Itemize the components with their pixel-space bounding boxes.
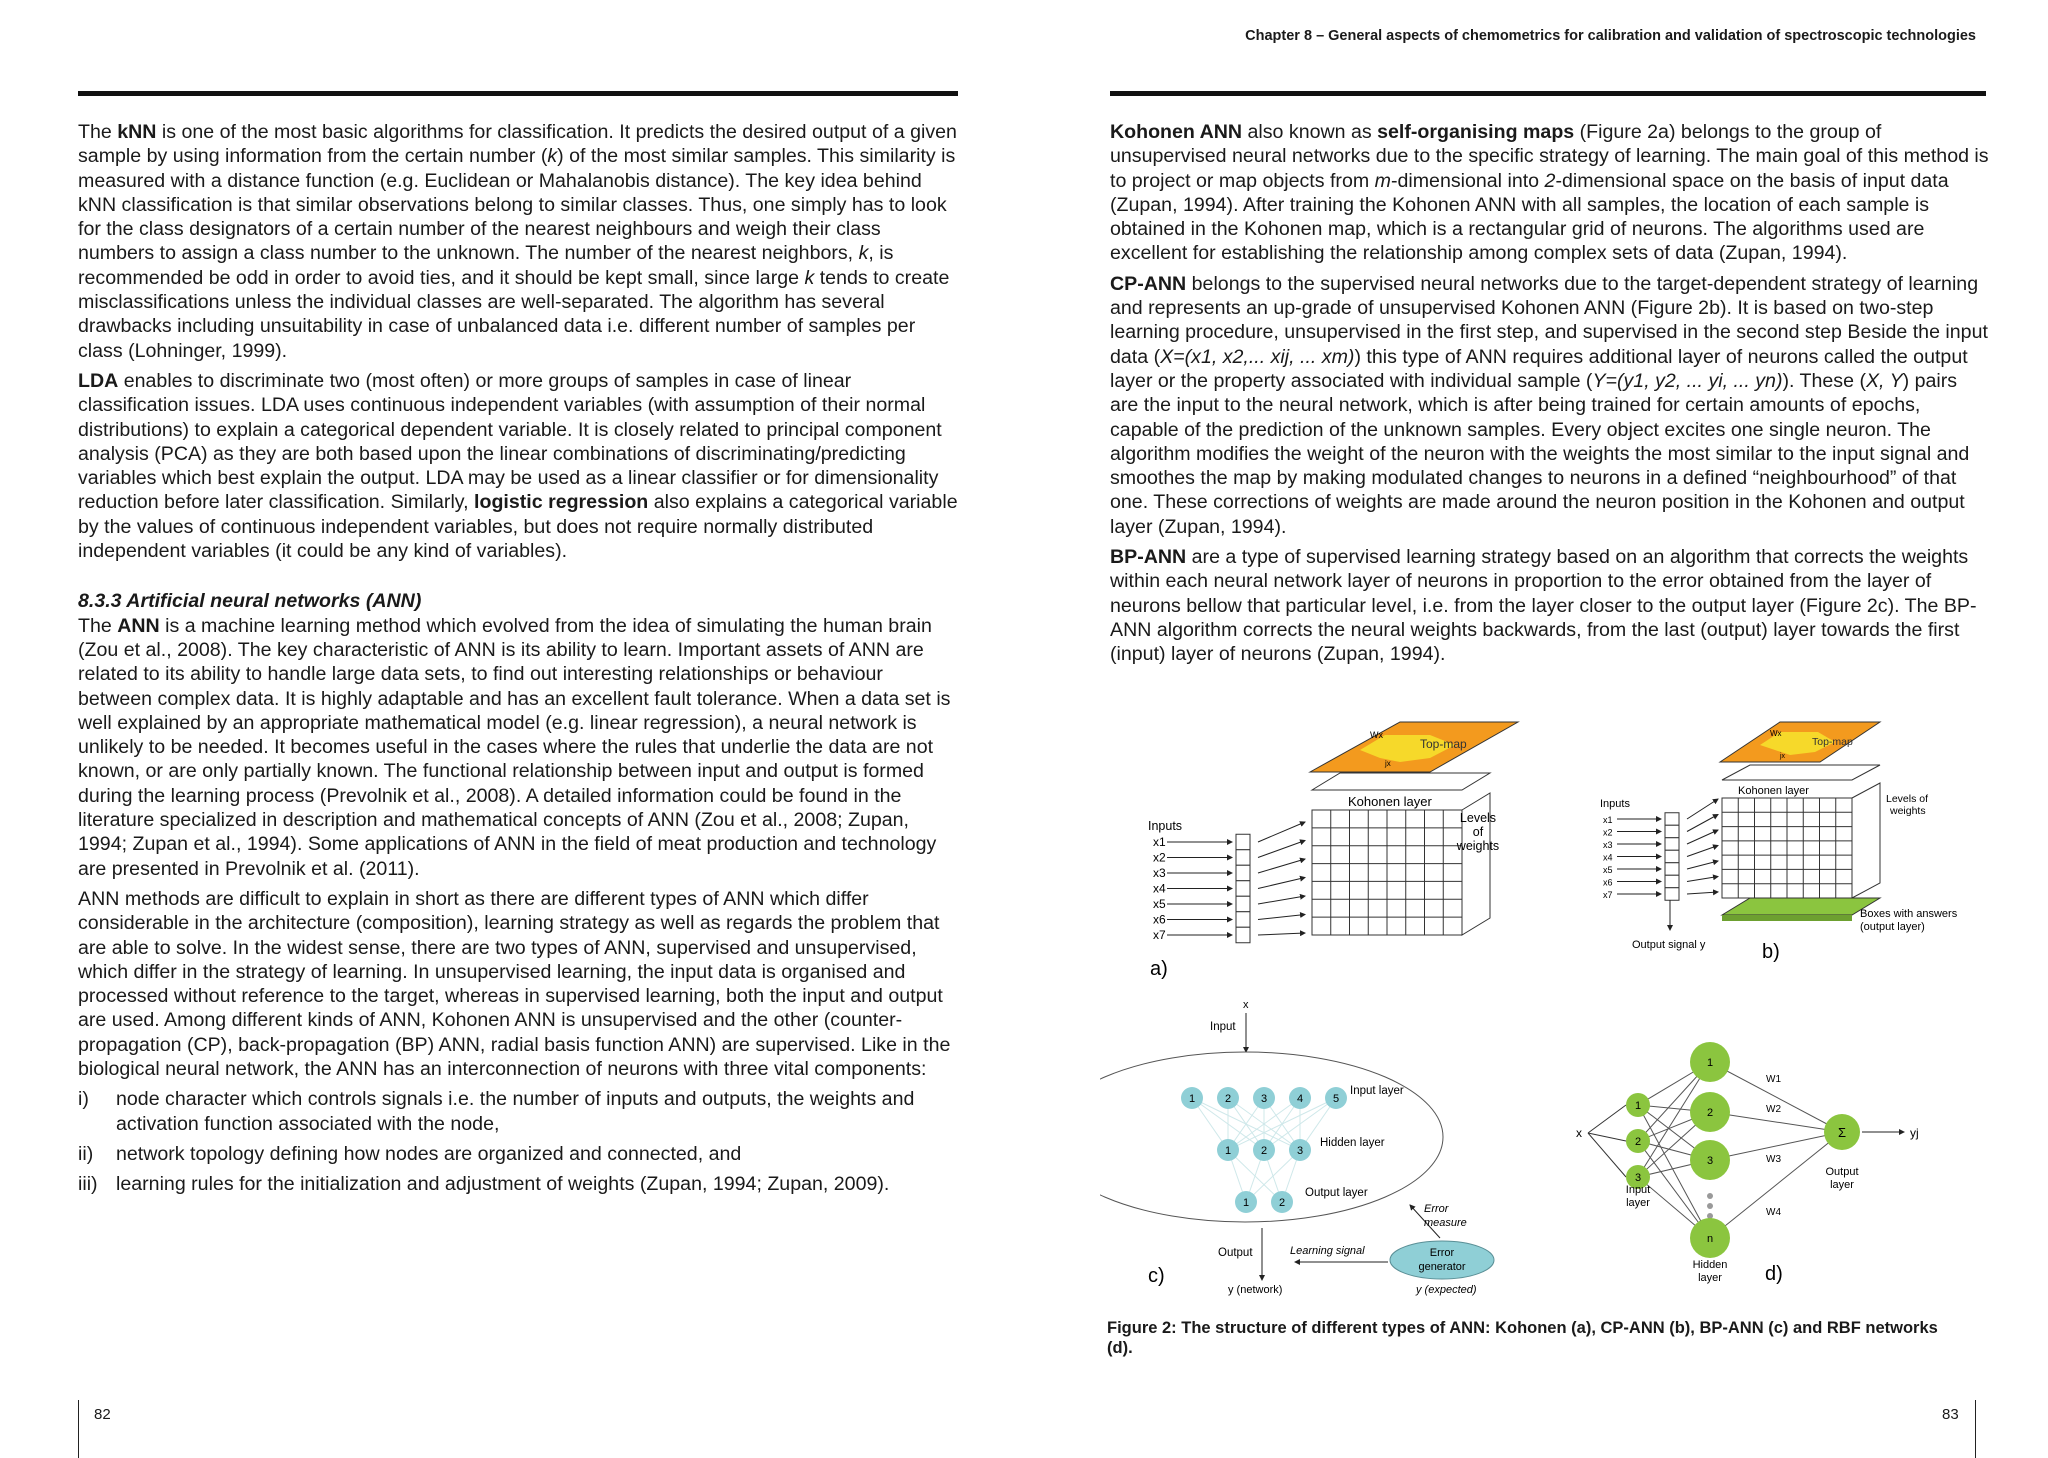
rbf-diagram [1576, 1042, 1919, 1285]
input-label: x3 [1153, 866, 1166, 880]
svg-text:1: 1 [1706, 1057, 1714, 1069]
svg-text:Error: Error [1429, 1247, 1455, 1259]
ann-paragraph: The ANN is a machine learning method which evolved from the idea of simulating the human brain (Zou et al., 2008). The key characteristic of ANN is its ability to learn. Important assets of ANN are related to its ability to handle large data sets, to find out interesting relationships or behaviour between complex data. It is highly adaptable and has an excellent fault tolerance. When a data set is well explained by an appropriate mathematical model (e.g. linear regression), a neural network is unlikely to be needed. It becomes useful in the cases where the rules that underlie the data are not known, or are only partially known. The functional relationship between input and output is formed during the learning process (Prevolnik et al., 2008). A detailed information could be found in the literature specialized in description and mathematical concepts of ANN (Zou et al., 2008; Zupan, 1994; Zupan et al., 1994). Some applications of ANN in the field of meat production and technology are presented in Prevolnik et al. (2011). [78, 614, 951, 880]
input-label: x7 [1603, 890, 1613, 900]
lda-paragraph: LDA enables to discriminate two (most often) or more groups of samples in case of linear classification issues. LDA uses continuous independent variables (with assumption of their normal distributions) to explain a categorical dependent variable. It is closely related to principal component analysis (PCA) as they are both based upon the linear combinations of discriminating/predicting variables which best explain the output. LDA may be used as a linear classifier or for dimensionality reduction before later classification. Similarly, logistic regression also explains a categorical variable by the values of continuous independent variables, but does not require normally distributed independent variables (it could be any kind of variables). [78, 369, 958, 563]
panel-a-label: a) [1150, 958, 1168, 980]
svg-text:y (expected): y (expected) [1416, 1284, 1477, 1296]
svg-text:generator: generator [1418, 1261, 1466, 1273]
left-column [78, 120, 962, 1202]
svg-text:Error: Error [1424, 1203, 1449, 1215]
input-label: x5 [1153, 897, 1166, 911]
svg-text:y (network): y (network) [1228, 1284, 1283, 1296]
bp-ann-paragraph: BP-ANN are a type of supervised learning strategy based on an algorithm that corrects the weights within each neural network layer of neurons in proportion to the error obtained from the layer of neurons bellow that particular level, i.e. from the layer closer to the output layer (Figure 2c). The BP-ANN algorithm corrects the neural weights backwards, from the last (output) layer towards the first (input) layer of neurons (Zupan, 1994). [1110, 546, 1977, 666]
svg-text:(output layer): (output layer) [1860, 921, 1925, 933]
input-label: x4 [1603, 852, 1613, 863]
svg-text:2: 2 [1706, 1107, 1714, 1119]
left-margin-line [78, 1400, 79, 1458]
svg-text:Output: Output [1825, 1166, 1859, 1178]
svg-text:2: 2 [1260, 1145, 1268, 1157]
svg-text:Boxes with answers: Boxes with answers [1860, 908, 1958, 920]
left-top-rule [78, 91, 958, 96]
svg-text:Levels of: Levels of [1886, 793, 1929, 805]
svg-text:3: 3 [1260, 1093, 1268, 1105]
ann-figure [1100, 700, 2000, 1310]
svg-text:Learning signal: Learning signal [1290, 1245, 1365, 1257]
svg-text:measure: measure [1424, 1217, 1467, 1229]
svg-text:1: 1 [1224, 1145, 1232, 1157]
svg-text:n: n [1706, 1233, 1714, 1245]
svg-text:4: 4 [1296, 1093, 1304, 1105]
kohonen-diagram [1148, 722, 1518, 980]
page-number-left: 82 [94, 1406, 111, 1423]
svg-text:3: 3 [1706, 1155, 1714, 1167]
svg-text:Top-map: Top-map [1812, 736, 1853, 748]
chapter-header: Chapter 8 – General aspects of chemometrics for calibration and validation of spectroscopic technologies [1245, 28, 1976, 44]
svg-text:Levels: Levels [1459, 811, 1497, 825]
top-map-label: Top-map [1420, 737, 1467, 751]
output-layer-box [1722, 898, 1880, 915]
svg-text:Input: Input [1210, 1021, 1236, 1033]
svg-text:layer: layer [1698, 1272, 1722, 1284]
svg-text:Kohonen layer: Kohonen layer [1738, 785, 1809, 797]
cp-ann-paragraph: CP-ANN belongs to the supervised neural networks due to the target-dependent strategy of learning and represents an up-grade of unsupervised Kohonen ANN (Figure 2b). It is based on two-step learning procedure, unsupervised in the first step, and supervised in the second step Beside the input data (X=(x1, x2,... xij, ... xm)) this type of ANN requires additional layer of neurons called the output layer or the property associated with individual sample (Y=(y1, y2, ... yi, ... yn)). These (X, Y) pairs are the input to the neural network, which is after being trained for certain amounts of epochs, capable of the prediction of the unknown samples. Every object excites one single neuron. The algorithm modifies the weight of the neuron with the weights the most similar to the input signal and smoothes the map by making modulated changes to neurons in a defined “neighbourhood” of that one. These corrections of weights are made around the neuron position in the Kohonen and output layer (Zupan, 1994). [1110, 272, 1988, 538]
right-column [1110, 120, 1990, 673]
svg-text:jx: jx [1385, 759, 1391, 768]
inputs-label: Inputs [1148, 819, 1183, 833]
svg-text:5: 5 [1332, 1093, 1340, 1105]
weight-label: W4 [1766, 1207, 1781, 1218]
knn-paragraph: The kNN is one of the most basic algorithms for classification. It predicts the desired output of a given sample by using information from the certain number (k) of the most similar samples. This similarity is measured with a distance function (e.g. Euclidean or Mahalanobis distance). The key idea behind kNN classification is that similar observations belong to similar classes. Thus, one simply has to look for the class designators of a certain number of the nearest neighbours and weigh their class numbers to assign a class number to the unknown. The number of the nearest neighbors, k, is recommended be odd in order to avoid ties, and it should be kept small, since large k tends to create misclassifications unless the individual classes are well-separated. The algorithm has several drawbacks including unsuitability in case of unbalanced data i.e. different number of samples per class (Lohninger, 1999). [78, 121, 957, 362]
input-label: x5 [1603, 865, 1613, 875]
svg-text:1: 1 [1188, 1093, 1196, 1105]
kohonen-layer-label: Kohonen layer [1348, 794, 1432, 809]
right-top-rule [1110, 91, 1986, 96]
weight-label: W1 [1766, 1074, 1781, 1085]
page-number-right: 83 [1942, 1406, 1959, 1423]
figure-caption: Figure 2: The structure of different types of ANN: Kohonen (a), CP-ANN (b), BP-ANN (c) and RBF networks (d). [1107, 1319, 1938, 1357]
svg-text:2: 2 [1224, 1093, 1232, 1105]
svg-text:3: 3 [1634, 1172, 1642, 1184]
svg-text:Hidden: Hidden [1692, 1259, 1728, 1271]
svg-text:Wx: Wx [1370, 730, 1383, 740]
svg-text:3: 3 [1296, 1145, 1304, 1157]
input-label: x4 [1153, 881, 1166, 896]
svg-text:Input layer: Input layer [1350, 1085, 1404, 1097]
yj-label: yj [1910, 1126, 1919, 1140]
list-item: i) node character which controls signals i.e. the number of inputs and outputs, the weights and activation function associated with the node, [78, 1088, 915, 1135]
svg-text:Hidden layer: Hidden layer [1320, 1137, 1385, 1149]
svg-text:Output: Output [1218, 1247, 1253, 1259]
svg-text:x: x [1243, 999, 1249, 1011]
right-margin-line [1975, 1400, 1976, 1458]
panel-c-label: c) [1148, 1265, 1165, 1287]
cp-ann-diagram [1600, 722, 1958, 963]
svg-text:jx: jx [1780, 753, 1786, 760]
kohonen-paragraph: Kohonen ANN also known as self-organising maps (Figure 2a) belongs to the group of unsupervised neural networks due to the specific strategy of learning. The main goal of this method is to project or map objects from m-dimensional into 2-dimensional space on the basis of input data (Zupan, 1994). After training the Kohonen ANN with all samples, the location of each sample is obtained in the Kohonen map, which is a rectangular grid of neurons. The algorithms used are excellent for establishing the relationship among complex sets of data (Zupan, 1994). [1110, 121, 1989, 265]
weight-label: W2 [1766, 1104, 1781, 1115]
list-item: ii) network topology defining how nodes are organized and connected, and [78, 1142, 742, 1165]
svg-text:Wx: Wx [1770, 729, 1782, 738]
input-label: x2 [1153, 850, 1166, 865]
svg-text:Output layer: Output layer [1305, 1187, 1368, 1199]
input-label: x6 [1603, 877, 1613, 888]
svg-text:layer: layer [1830, 1179, 1854, 1191]
svg-text:Inputs: Inputs [1600, 798, 1630, 810]
panel-b-label: b) [1762, 941, 1780, 963]
svg-text:Output signal y: Output signal y [1632, 939, 1706, 951]
weight-label: W3 [1766, 1154, 1781, 1165]
svg-text:1: 1 [1634, 1100, 1642, 1112]
input-label: x1 [1153, 835, 1166, 849]
svg-text:1: 1 [1242, 1197, 1250, 1209]
list-item: iii) learning rules for the initialization and adjustment of weights (Zupan, 1994; Zupan, 2009). [78, 1173, 890, 1196]
svg-text:2: 2 [1634, 1136, 1642, 1148]
ann-methods-paragraph: ANN methods are difficult to explain in short as there are different types of ANN which differ considerable in the architecture (composition), learning strategy as well as regards the problem that are able to solve. In the widest sense, there are two types of ANN, supervised and unsupervised, which differ in the strategy of learning. In unsupervised learning, the input data is organised and processed without reference to the target, whereas in supervised learning, both the input and output are used. Among different kinds of ANN, Kohonen ANN is unsupervised and the other (counter-propagation (CP), back-propagation (BP) ANN, radial basis function ANN) are supervised. Like in the biological neural network, the ANN has an interconnection of neurons with three vital components: [78, 887, 951, 1080]
section-heading: 8.3.3 Artificial neural networks (ANN) [78, 590, 422, 613]
bp-ann-diagram [1100, 999, 1494, 1296]
input-label: x7 [1153, 928, 1166, 942]
panel-d-label: d) [1765, 1263, 1783, 1285]
svg-text:weights: weights [1890, 805, 1926, 817]
svg-text:Input: Input [1625, 1184, 1651, 1196]
svg-text:weights: weights [1456, 839, 1500, 853]
input-label: x2 [1603, 827, 1613, 838]
input-label: x3 [1603, 840, 1613, 850]
svg-text:Σ: Σ [1837, 1125, 1847, 1140]
svg-text:2: 2 [1278, 1197, 1286, 1209]
svg-text:layer: layer [1626, 1197, 1650, 1209]
x-label: x [1576, 1126, 1582, 1140]
svg-text:of: of [1472, 825, 1484, 839]
input-label: x1 [1603, 815, 1613, 825]
input-label: x6 [1153, 912, 1166, 927]
